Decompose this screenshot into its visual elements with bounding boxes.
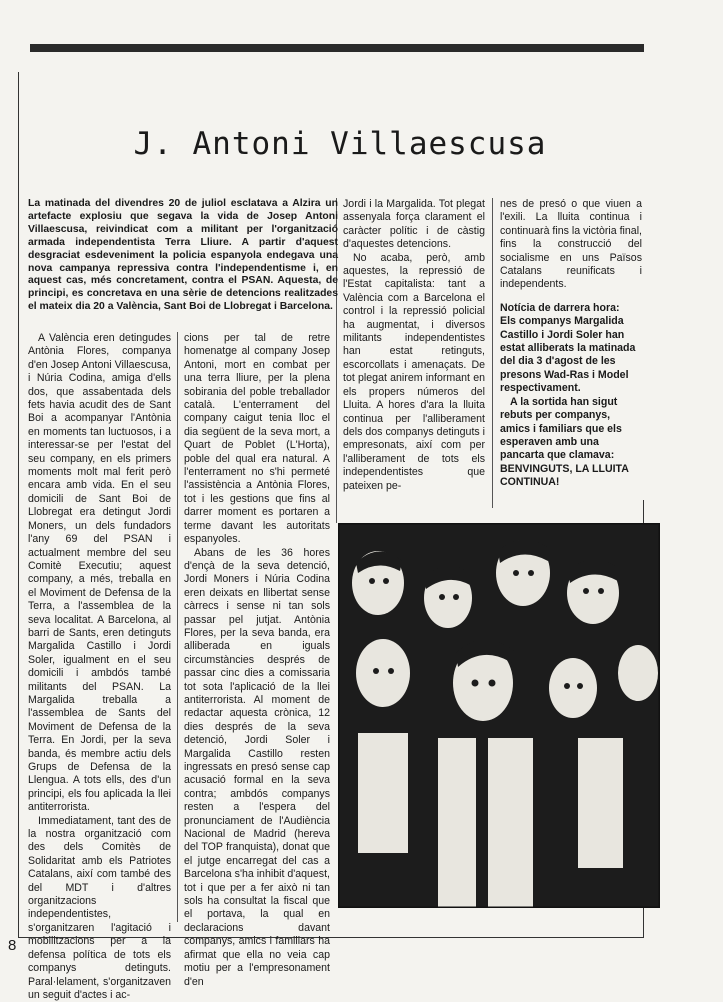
- crowd-photo: [338, 523, 660, 908]
- body-paragraph: Abans de les 36 hores d'ençà de la seva detenció, Jordi Moners i Núria Codina eren deixats en llibertat sense càrrecs i sense ni tan sols passar pel jutjat. Antònia Flores, per la seva banda, era alliberada en iguals circumstàncies després de passar cinc dies a comissaria tot sota l'aplicació de la llei antiterrorista. Al moment de redactar aquesta crònica, 12 dies després de la seva detenció, Jordi Soler i Margalida Castillo resten ingressats en presó sense cap acusació formal en la seva contra; ambdós companys resten a l'espera del pronunciament de l'Audiència Nacional de Madrid (hereva del TOP franquista), donat que el jutge encarregat del cas a Barcelona s'ha inhibit d'aquest, tot i que per a fer això ni tan sols ha consultat la fiscal que el portava, la qual en declaracions davant companys, amics i familiars ha afirmat que ella no veia cap motiu per a l'empresonament d'en: [184, 546, 330, 988]
- body-paragraph: nes de presó o que viuen a l'exili. La lluita continua i continuarà fins la victòria final, fins la construcció del socialisme en uns Països Catalans reunificats i independents.: [500, 198, 642, 291]
- column-4: [500, 198, 642, 490]
- left-border-rule: [18, 72, 19, 938]
- notice-heading: Notícia de darrera hora:: [500, 301, 620, 314]
- body-paragraph: Immediatament, tant des de la nostra organització com des dels Comitès de Solidaritat amb els Patriotes Catalans, així com també des del MDT i d'altres organitzacions independentistes, s'organitzaren l'agitació i mobilitzacions per a la defensa política de tots els companys detinguts. Paral·lelament, s'organitzaven un seguit d'actes i ac-: [28, 814, 171, 1001]
- page-number: 8: [8, 937, 17, 954]
- body-paragraph: No acaba, però, amb aquestes, la repressió de l'Estat capitalista: tant a València com a Barcelona el control i la repressió policial ha augmentat, i diversos militants independentistes han estat retinguts, escorcollats i amenaçats. De tot plegat anirem informant en els propers números del Lluita. A hores d'ara la lluita continua per l'alliberament dels dos companys detinguts i empresonats, així com per l'alliberament de tots els independentistes que pateixen pe-: [343, 251, 485, 492]
- column-divider: [492, 198, 493, 508]
- column-divider: [177, 332, 178, 922]
- lead-paragraph: [28, 198, 338, 314]
- column-3: [343, 198, 485, 493]
- notice-paragraph: A la sortida han sigut rebuts per companys, amics i familiars que els esperaven amb una pancarta que clamava: BENVINGUTS, LA LLUITA CONTINUA!: [500, 395, 629, 489]
- article-title: J. Antoni Villaescusa: [133, 126, 547, 162]
- column-2: [184, 332, 330, 989]
- body-paragraph: A València eren detingudes Antònia Flores, companya d'en Josep Antoni Villaescusa, i Núria Codina, amiga d'ells dos, que assabentada dels fets havia acudit des de Sant Boi a acompanyar l'Antònia en moments tan luctuosos, i a interessar-se per l'estat del seu company, en els primers moments molt mal ferit però encara amb vida. En el seu domicili de Sant Boi de Llobregat era detingut Jordi Moners, un dels fundadors l'any 69 del PSAN i actualment membre del seu Comitè Executiu; aquest company, a més, treballa en el Moviment de Defensa de la Terra, a l'assemblea de la seva localitat. A Barcelona, al barri de Sants, eren detinguts Margalida Castillo i Jordi Soler, igualment en el seu domicili i ambdós també militants del PSAN. La Margalida treballa a l'assemblea de Sants del Moviment de Defensa de la Terra. En Jordi, per la seva banda, és membre actiu dels Grups de Defensa de la Llengua. A tots ells, des d'un principi, els fou aplicada la llei antiterrorista.: [28, 332, 171, 814]
- body-paragraph: Jordi i la Margalida. Tot plegat assenyala força clarament el caràcter polític i de càstig d'aquestes detencions.: [343, 198, 485, 251]
- lead-text: La matinada del divendres 20 de juliol esclatava a Alzira un artefacte explosiu que segava la vida de Josep Antoni Villaescusa, reivindicat com a militant per l'organització armada independentista Terra Lliure. A partir d'aquest desgraciat esdeveniment la policia espanyola endegava una nova campanya repressiva contra l'independentisme i, en aquest cas, més concretament, contra el PSAN. Aquesta, de principi, es concretava en una sèrie de detencions realitzades el mateix dia 20 a València, Sant Boi de Llobregat i Barcelona.: [28, 198, 338, 313]
- body-paragraph: cions per tal de retre homenatge al company Josep Antoni, mort en combat per una terra lliure, per la plena sobirania del poble treballador català. L'enterrament del company caigut tenia lloc el dia següent de la seva mort, a Quart de Poblet (L'Horta), poble del qual era natural. A l'enterrament no s'hi permeté l'assistència a Antònia Flores, tot i les gestions que fins al darrer moment es portaren a terme davant les autoritats espanyoles.: [184, 332, 330, 546]
- notice-paragraph: Els companys Margalida Castillo i Jordi Soler han estat alliberats la matinada del dia 3 d'agost de les presons Wad-Ras i Model respectivament.: [500, 315, 636, 395]
- top-rule: [30, 44, 644, 52]
- column-1: [28, 332, 171, 1002]
